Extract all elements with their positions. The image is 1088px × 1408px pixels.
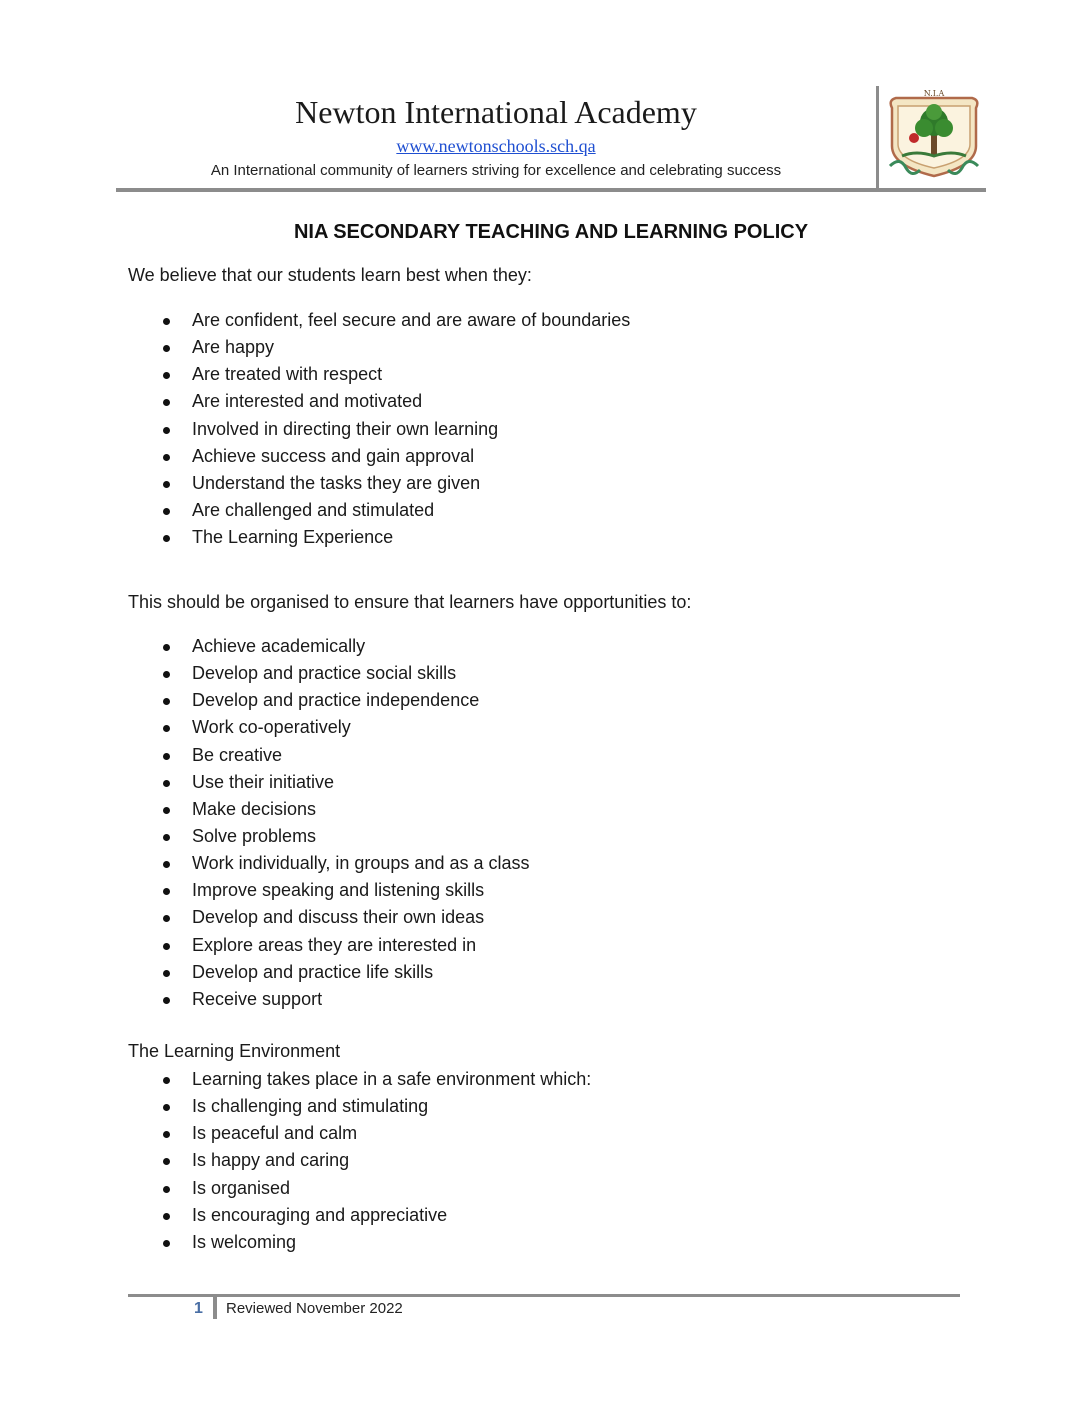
footer-divider bbox=[128, 1294, 960, 1297]
list-item: Develop and practice life skills bbox=[128, 959, 958, 986]
list-item: Is encouraging and appreciative bbox=[128, 1202, 958, 1229]
header-divider bbox=[116, 188, 986, 192]
list-item: Are treated with respect bbox=[128, 361, 958, 388]
list-item: Are happy bbox=[128, 334, 958, 361]
list-item: Is challenging and stimulating bbox=[128, 1093, 958, 1120]
list-item: Work individually, in groups and as a class bbox=[128, 850, 958, 877]
section2-list bbox=[128, 633, 958, 1013]
school-name: Newton International Academy bbox=[295, 94, 697, 130]
tagline: An International community of learners striving for excellence and celebrating success bbox=[210, 162, 782, 179]
section2-intro: This should be organised to ensure that learners have opportunities to: bbox=[128, 592, 692, 612]
section1-intro: We believe that our students learn best when they: bbox=[128, 265, 532, 285]
section3-list bbox=[128, 1066, 958, 1256]
list-item: The Learning Experience bbox=[128, 524, 958, 551]
policy-title: NIA SECONDARY TEACHING AND LEARNING POLICY bbox=[293, 221, 809, 243]
list-item: Solve problems bbox=[128, 823, 958, 850]
section1-list bbox=[128, 307, 958, 551]
list-item: Achieve success and gain approval bbox=[128, 443, 958, 470]
section3-heading: The Learning Environment bbox=[128, 1041, 341, 1061]
list-item: Is welcoming bbox=[128, 1229, 958, 1256]
page-number: 1 bbox=[194, 1300, 203, 1317]
list-item: Involved in directing their own learning bbox=[128, 416, 958, 443]
list-item: Make decisions bbox=[128, 796, 958, 823]
reviewed-date: Reviewed November 2022 bbox=[226, 1300, 403, 1317]
list-item: Develop and practice social skills bbox=[128, 660, 958, 687]
list-item: Are challenged and stimulated bbox=[128, 497, 958, 524]
list-item: Work co-operatively bbox=[128, 714, 958, 741]
school-crest-logo bbox=[886, 86, 982, 182]
list-item: Use their initiative bbox=[128, 769, 958, 796]
list-item: Is organised bbox=[128, 1175, 958, 1202]
list-item: Are confident, feel secure and are aware of boundaries bbox=[128, 307, 958, 334]
footer-vertical-divider bbox=[213, 1297, 217, 1319]
crest-text: N.I.A bbox=[923, 89, 945, 98]
header-vertical-divider bbox=[876, 86, 879, 190]
document-header bbox=[116, 84, 986, 194]
list-item: Achieve academically bbox=[128, 633, 958, 660]
list-item: Understand the tasks they are given bbox=[128, 470, 958, 497]
list-item: Improve speaking and listening skills bbox=[128, 877, 958, 904]
list-item: Explore areas they are interested in bbox=[128, 932, 958, 959]
list-item: Is peaceful and calm bbox=[128, 1120, 958, 1147]
list-item: Develop and practice independence bbox=[128, 687, 958, 714]
list-item: Is happy and caring bbox=[128, 1147, 958, 1174]
website-link[interactable]: www.newtonschools.sch.qa bbox=[396, 136, 596, 156]
list-item: Learning takes place in a safe environment which: bbox=[128, 1066, 958, 1093]
list-item: Develop and discuss their own ideas bbox=[128, 904, 958, 931]
list-item: Receive support bbox=[128, 986, 958, 1013]
list-item: Be creative bbox=[128, 742, 958, 769]
list-item: Are interested and motivated bbox=[128, 388, 958, 415]
